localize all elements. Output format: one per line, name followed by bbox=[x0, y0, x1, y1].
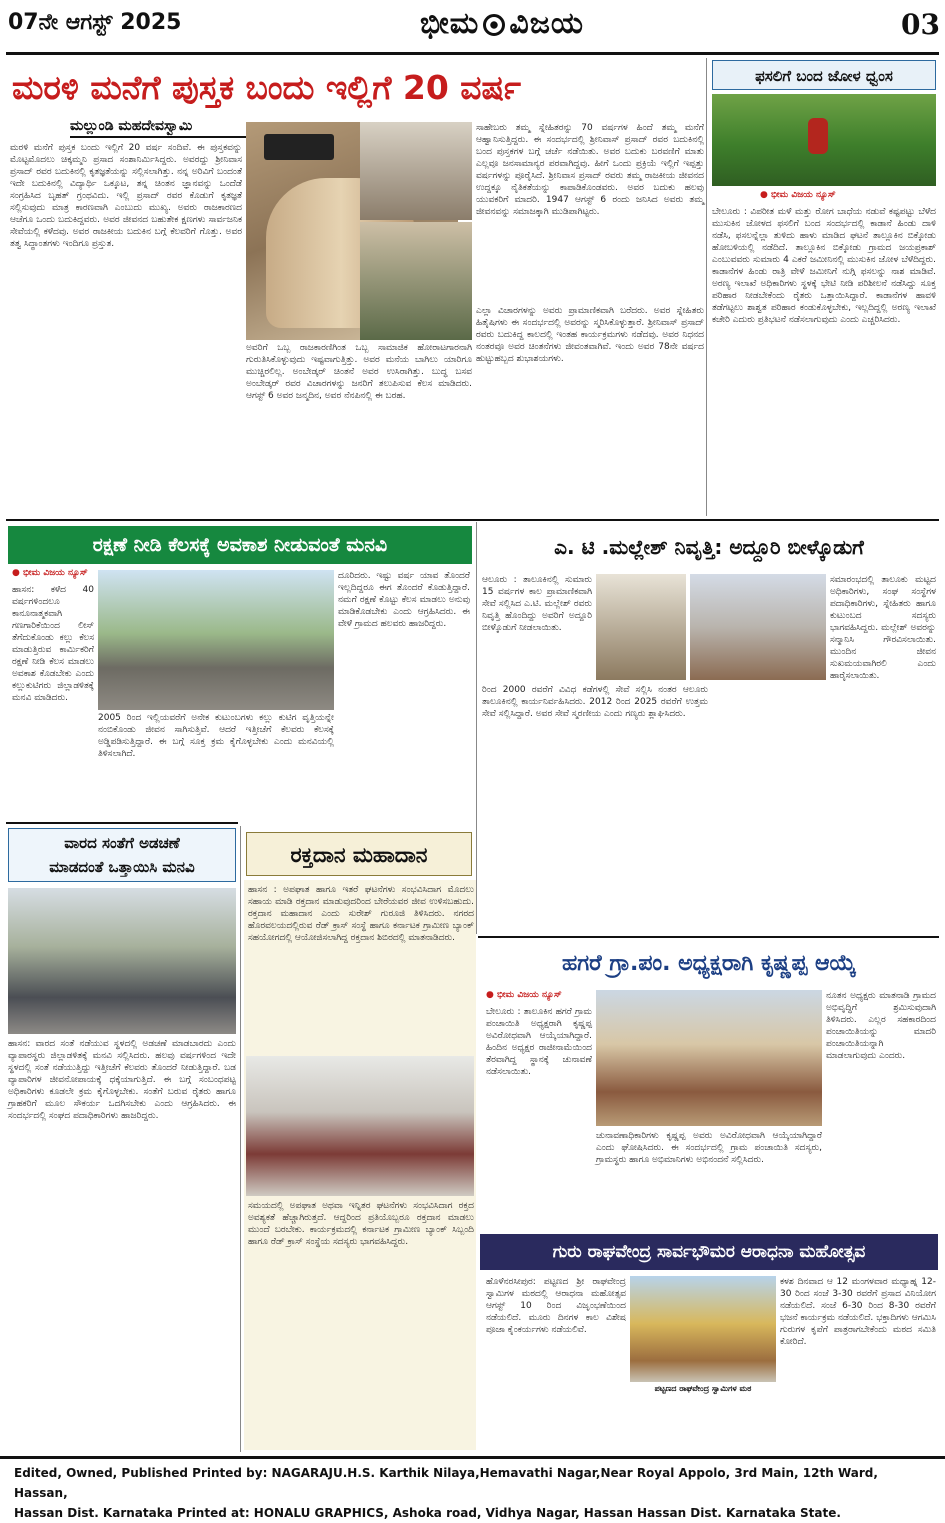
main-col-3: ಅವರಿಗೆ ಒಬ್ಬ ರಾಜಕಾರಣಿಗಿಂತ ಒಬ್ಬ ಸಾಮಾಜಿಕ ಹೋರಾಟಗಾರನಾಗಿ ಗುರುತಿಸಿಕೊಳ್ಳುವುದು ಇಷ್ಟವಾಗುತ್ತಿತ್ತು. ಅವರ ಮನೆಯ ಬಾಗಿಲು ಯಾರಿಗೂ ಮುಚ್ಚಿರಲಿಲ್ಲ. ಅಂಬೇಡ್ಕರ್ ಚಿಂತನೆ ಅವರ ಉಸಿರಾಗಿತ್ತು. ಬುದ್ಧ ಬಸವ ಅಂಬೇಡ್ಕರ್ ರವರ ವಿಚಾರಗಳನ್ನು ಜನರಿಗೆ ತಲುಪಿಸುವ ಕೆಲಸ ಮಾಡಿದರು. ಆಗಸ್ಟ್ 6 ಅವರ ಜನ್ಮದಿನ, ಅವರ ನೆನಪಿನಲ್ಲಿ ಈ ಬರಹ. bbox=[246, 343, 472, 401]
masthead-rule bbox=[6, 52, 939, 55]
logo-text-right: ವಿಜಯ bbox=[509, 6, 584, 41]
hagare-col-3: ನೂತನ ಅಧ್ಯಕ್ಷರು ಮಾತನಾಡಿ ಗ್ರಾಮದ ಅಭಿವೃದ್ಧಿಗೆ ಶ್ರಮಿಸುವುದಾಗಿ ತಿಳಿಸಿದರು. ಎಲ್ಲರ ಸಹಕಾರದಿಂದ ಪಂಚಾಯಿತಿಯನ್ನು ಮಾದರಿ ಪಂಚಾಯಿತಿಯನ್ನಾಗಿ ಮಾಡಲಾಗುವುದು ಎಂದರು. bbox=[826, 991, 936, 1061]
main-headline: ಮರಳಿ ಮನೆಗೆ ಪುಸ್ತಕ ಬಂದು ಇಲ್ಲಿಗೆ 20 ವರ್ಷ bbox=[12, 68, 522, 107]
retirement-col-2: ರಿಂದ 2000 ರವರೆಗೆ ವಿವಿಧ ಕಡೆಗಳಲ್ಲಿ ಸೇವೆ ಸಲ್ಲಿಸಿ ನಂತರ ಆಲೂರು ತಾಲೂಕಿನಲ್ಲಿ ಕಾರ್ಯನಿರ್ವಹಿಸಿದರು. 2012 ರಿಂದ 2025 ರವರೆಗೆ ಉತ್ತಮ ಸೇವೆ ಸಲ್ಲಿಸಿದ್ದಾರೆ. ಅವರ ಸೇವೆ ಸ್ಮರಣೀಯ ಎಂದು ಗಣ್ಯರು ಶ್ಲಾಘಿಸಿದರು. bbox=[482, 685, 708, 719]
corn-byline: ● ಭೀಮ ವಿಜಯ ನ್ಯೂಸ್ bbox=[760, 190, 930, 204]
imprint-footer bbox=[0, 1456, 945, 1520]
corn-text: ಬೇಲೂರು : ವಿಪರೀತ ಮಳೆ ಮತ್ತು ರೋಗ ಬಾಧೆಯ ನಡುವೆ ಕಷ್ಟಪಟ್ಟು ಬೆಳೆದ ಮುಸುಕಿನ ಜೋಳದ ಫಸಲಿಗೆ ಬಂದ ಸಂದರ್ಭದಲ್ಲಿ ಕಾಡಾನೆ ಹಿಂಡು ದಾಳಿ ನಡೆಸಿ, ಫಸಲನ್ನೆಲ್ಲಾ ತುಳಿದು ಹಾಳು ಮಾಡಿದ ಘಟನೆ ತಾಲ್ಲೂಕಿನ ಬಿಕ್ಕೋಡು ಹೋಬಳಿಯಲ್ಲಿ ನಡೆದಿದೆ. ತಾಲ್ಲೂಕಿನ ಬಿಕ್ಕೋಡು ಗ್ರಾಮದ ಜಯಪ್ರಕಾಶ್ ಎಂಬುವವರು ಸುಮಾರು 4 ಎಕರೆ ಜಮೀನಿನಲ್ಲಿ ಮುಸುಕಿನ ಜೋಳ ಬೆಳೆದಿದ್ದರು. ಕಾಡಾನೆಗಳ ಹಿಂಡು ರಾತ್ರಿ ವೇಳೆ ಜಮೀನಿಗೆ ನುಗ್ಗಿ ಫಸಲನ್ನು ನಾಶ ಮಾಡಿವೆ. ಅರಣ್ಯ ಇಲಾಖೆ ಅಧಿಕಾರಿಗಳು ಸ್ಥಳಕ್ಕೆ ಭೇಟಿ ನೀಡಿ ಪರಿಶೀಲನೆ ನಡೆಸಿದ್ದು ಸೂಕ್ತ ಪರಿಹಾರ ನೀಡಬೇಕೆಂದು ರೈತರು ಒತ್ತಾಯಿಸಿದ್ದಾರೆ. ಕಾಡಾನೆಗಳ ಹಾವಳಿ ತಡೆಗಟ್ಟಲು ಶಾಶ್ವತ ಪರಿಹಾರ ಕಂಡುಕೊಳ್ಳಬೇಕು, ಇಲ್ಲದಿದ್ದಲ್ಲಿ ಅರಣ್ಯ ಇಲಾಖೆ ಕಚೇರಿ ಎದುರು ಪ್ರತಿಭಟನೆ ನಡೆಸಲಾಗುವುದು ಎಂದು ಎಚ್ಚರಿಸಿದರು. bbox=[712, 207, 936, 325]
issue-date: 07ನೇ ಆಗಸ್ಟ್ 2025 bbox=[8, 10, 182, 35]
guru-col-1: ಹೊಳೆನರಸೀಪುರ: ಪಟ್ಟಣದ ಶ್ರೀ ರಾಘವೇಂದ್ರ ಸ್ವಾಮಿಗಳ ಮಠದಲ್ಲಿ ಆರಾಧನಾ ಮಹೋತ್ಸವ ಆಗಸ್ಟ್ 10 ರಿಂದ ವಿಜೃಂಭಣೆಯಿಂದ ನಡೆಯಲಿದೆ. ಮೂರು ದಿನಗಳ ಕಾಲ ವಿಶೇಷ ಪೂಜಾ ಕೈಂಕರ್ಯಗಳು ನಡೆಯಲಿವೆ. bbox=[486, 1277, 626, 1335]
market-vendors-photo bbox=[8, 888, 236, 1034]
logo-text-left: ಭೀಮ bbox=[420, 6, 480, 41]
market-text: ಹಾಸನ: ವಾರದ ಸಂತೆ ನಡೆಯುವ ಸ್ಥಳದಲ್ಲಿ ಅಡಚಣೆ ಮಾಡಬಾರದು ಎಂದು ವ್ಯಾಪಾರಸ್ಥರು ಜಿಲ್ಲಾಡಳಿತಕ್ಕೆ ಮನವಿ ಸಲ್ಲಿಸಿದರು. ಹಲವು ವರ್ಷಗಳಿಂದ ಇದೇ ಸ್ಥಳದಲ್ಲಿ ಸಂತೆ ನಡೆಯುತ್ತಿದ್ದು ಇತ್ತೀಚೆಗೆ ಕೆಲವರು ತೊಂದರೆ ನೀಡುತ್ತಿದ್ದಾರೆ. ಬಡ ವ್ಯಾಪಾರಿಗಳ ಜೀವನೋಪಾಯಕ್ಕೆ ಧಕ್ಕೆಯಾಗುತ್ತಿದೆ. ಈ ಬಗ್ಗೆ ಸಂಬಂಧಪಟ್ಟ ಅಧಿಕಾರಿಗಳು ಕೂಡಲೇ ಕ್ರಮ ಕೈಗೊಳ್ಳಬೇಕು. ಸಂತೆಗೆ ಬರುವ ರೈತರು ಹಾಗೂ ಗ್ರಾಹಕರಿಗೆ ಮೂಲ ಸೌಕರ್ಯ ಒದಗಿಸಬೇಕು ಎಂದು ಆಗ್ರಹಿಸಿದರು. ಈ ಸಂದರ್ಭದಲ್ಲಿ ಸಂಘದ ಪದಾಧಿಕಾರಿಗಳು ಹಾಜರಿದ್ದರು. bbox=[8, 1039, 236, 1121]
newspaper-logo bbox=[372, 6, 632, 50]
photo-label-plate bbox=[264, 134, 334, 160]
meeting-photo-2 bbox=[360, 222, 472, 340]
temple-photo bbox=[630, 1276, 776, 1382]
meeting-photo-1 bbox=[360, 122, 472, 220]
guru-col-2: ಕಳಶ ದಿನವಾದ ಆ 12 ಮಂಗಳವಾರ ಮಧ್ಯಾಹ್ನ 12-30 ರಿಂದ ಸಂಜೆ 3-30 ರವರೆಗೆ ಪ್ರಸಾದ ವಿನಿಯೋಗ ನಡೆಯಲಿದೆ. ಸಂಜೆ 6-30 ರಿಂದ 8-30 ರವರೆಗೆ ಭಜನೆ ಕಾರ್ಯಕ್ರಮ ನಡೆಯಲಿದೆ. ಭಕ್ತಾದಿಗಳು ಆಗಮಿಸಿ ಗುರುಗಳ ಕೃಪೆಗೆ ಪಾತ್ರರಾಗಬೇಕೆಂದು ಮಠದ ಸಮಿತಿ ಕೋರಿದೆ. bbox=[780, 1277, 936, 1347]
corn-headline: ಫಸಲಿಗೆ ಬಂದ ಜೋಳ ಧ್ವಂಸ bbox=[712, 60, 936, 90]
hagare-headline: ಹಗರೆ ಗ್ರಾ.ಪಂ. ಅಧ್ಯಕ್ಷರಾಗಿ ಕೃಷ್ಣಪ್ಪ ಆಯ್ಕೆ bbox=[562, 951, 856, 976]
market-headline bbox=[8, 828, 236, 882]
imprint-line-2: Hassan Dist. Karnataka Printed at: HONALU GRAPHICS, Ashoka road, Vidhya Nagar, Hassan Hassan Dist. Karnataka State. bbox=[14, 1506, 841, 1520]
protection-byline: ● ಭೀಮ ವಿಜಯ ನ್ಯೂಸ್ bbox=[12, 568, 102, 582]
guru-headline: ಗುರು ರಾಘವೇಂದ್ರ ಸಾರ್ವಭೌಮರ ಆರಾಧನಾ ಮಹೋತ್ಸವ bbox=[480, 1234, 938, 1270]
protection-col-1: ಹಾಸನ: ಕಳೆದ 40 ವರ್ಷಗಳಿಂದಲೂ ಕಾನೂನಾತ್ಮಕವಾಗಿ ಗಣಗಾರಿಕೆಯಿಂದ ಲೀಸ್ ತೆಗೆದುಕೊಂಡು ಕಲ್ಲು ಕೆಲಸ ಮಾಡುತ್ತಿರುವ ಕಾರ್ಮಿಕರಿಗೆ ರಕ್ಷಣೆ ನೀಡಿ ಕೆಲಸ ಮಾಡಲು ಅವಕಾಶ ಕೊಡಬೇಕು ಎಂದು ಕಲ್ಲುಕುಟಿಗರು ಜಿಲ್ಲಾಡಳಿತಕ್ಕೆ ಮನವಿ ಮಾಡಿದರು. bbox=[12, 585, 94, 703]
main-col-4: ಎಲ್ಲಾ ವಿಚಾರಗಳನ್ನು ಅವರು ಪ್ರಾಮಾಣಿಕವಾಗಿ ಬರೆದರು. ಅವರ ಸ್ನೇಹಿತರು ಹಿತೈಷಿಗಳು ಈ ಸಂದರ್ಭದಲ್ಲಿ ಅವರನ್ನು ಸ್ಮರಿಸಿಕೊಳ್ಳುತ್ತಾರೆ. ಶ್ರೀನಿವಾಸ್ ಪ್ರಸಾದ್ ರವರು ಬದುಕಿದ್ದ ಕಾಲದಲ್ಲಿ ಇಂತಹ ಕಾರ್ಯಕ್ರಮಗಳು ನಡೆದವು. ಅವರ ನಿಧನದ ನಂತರವೂ ಅವರ ಚಿಂತನೆಗಳು ಜೀವಂತವಾಗಿವೆ. ಇಂದು ಅವರ 78ನೇ ವರ್ಷದ ಹುಟ್ಟುಹಬ್ಬದ ಶುಭಾಶಯಗಳು. bbox=[476, 306, 704, 364]
protection-col-3: ದೂರಿದರು. ಇಷ್ಟು ವರ್ಷ ಯಾವ ತೊಂದರೆ ಇಲ್ಲದಿದ್ದರೂ ಈಗ ತೊಂದರೆ ಕೊಡುತ್ತಿದ್ದಾರೆ. ನಮಗೆ ರಕ್ಷಣೆ ಕೊಟ್ಟು ಕೆಲಸ ಮಾಡಲು ಅನುವು ಮಾಡಿಕೊಡಬೇಕು ಎಂದು ಆಗ್ರಹಿಸಿದರು. ಈ ವೇಳೆ ಗ್ರಾಮದ ಹಲವರು ಹಾಜರಿದ್ದರು. bbox=[338, 571, 470, 629]
temple-photo-caption: ಪಟ್ಟಣದ ರಾಘವೇಂದ್ರ ಸ್ವಾಮಿಗಳ ಮಠ bbox=[654, 1384, 752, 1393]
imprint-line-1: Edited, Owned, Published Printed by: NAGARAJU.H.S. Karthik Nilaya,Hemavathi Nagar,Near Royal Appolo, 3rd Main, 12th Ward, Hassan, bbox=[14, 1466, 878, 1500]
stone-workers-photo bbox=[98, 570, 334, 710]
hagare-col-1: ಬೇಲೂರು : ತಾಲೂಕಿನ ಹಗರೆ ಗ್ರಾಮ ಪಂಚಾಯಿತಿ ಅಧ್ಯಕ್ಷರಾಗಿ ಕೃಷ್ಣಪ್ಪ ಅವಿರೋಧವಾಗಿ ಆಯ್ಕೆಯಾಗಿದ್ದಾರೆ. ಹಿಂದಿನ ಅಧ್ಯಕ್ಷರ ರಾಜೀನಾಮೆಯಿಂದ ತೆರವಾಗಿದ್ದ ಸ್ಥಾನಕ್ಕೆ ಚುನಾವಣೆ ನಡೆಸಲಾಯಿತು. bbox=[486, 1007, 592, 1077]
felicitation-photo bbox=[690, 574, 826, 680]
blood-text-2: ಸಮಯದಲ್ಲಿ ಅಪಘಾತ ಅಥವಾ ಇನ್ನಿತರ ಘಟನೆಗಳು ಸಂಭವಿಸಿದಾಗ ರಕ್ತದ ಅವಶ್ಯಕತೆ ಹೆಚ್ಚಾಗಿರುತ್ತದೆ. ಆದ್ದರಿಂದ ಪ್ರತಿಯೊಬ್ಬರೂ ರಕ್ತದಾನ ಮಾಡಲು ಮುಂದೆ ಬರಬೇಕು. ಕಾರ್ಯಕ್ರಮದಲ್ಲಿ ಕರ್ನಾಟಕ ಗ್ರಾಮೀಣ ಬ್ಯಾಂಕ್ ಸಿಬ್ಬಂದಿ ಹಾಗೂ ರೆಡ್ ಕ್ರಾಸ್ ಸಂಸ್ಥೆಯ ಸದಸ್ಯರು ಭಾಗವಹಿಸಿದ್ದರು. bbox=[248, 1201, 474, 1247]
retirement-col-3: ಸಮಾರಂಭದಲ್ಲಿ ತಾಲೂಕು ಮಟ್ಟದ ಅಧಿಕಾರಿಗಳು, ಸಂಘ ಸಂಸ್ಥೆಗಳ ಪದಾಧಿಕಾರಿಗಳು, ಸ್ನೇಹಿತರು ಹಾಗೂ ಕುಟುಂಬದ ಸದಸ್ಯರು ಭಾಗವಹಿಸಿದ್ದರು. ಮಲ್ಲೇಶ್ ಅವರನ್ನು ಸನ್ಮಾನಿಸಿ ಗೌರವಿಸಲಾಯಿತು. ಮುಂದಿನ ಜೀವನ ಸುಖಮಯವಾಗಿರಲಿ ಎಂದು ಹಾರೈಸಲಾಯಿತು. bbox=[830, 575, 936, 681]
market-headline-line2: ಮಾಡದಂತೆ ಒತ್ತಾಯಿಸಿ ಮನವಿ bbox=[49, 858, 195, 876]
market-headline-line1: ವಾರದ ಸಂತೆಗೆ ಅಡಚಣೆ bbox=[64, 834, 180, 852]
hagare-byline: ● ಭೀಮ ವಿಜಯ ನ್ಯೂಸ್ bbox=[486, 990, 606, 1004]
retirement-col-1: ಆಲೂರು : ತಾಲೂಕಿನಲ್ಲಿ ಸುಮಾರು 15 ವರ್ಷಗಳ ಕಾಲ ಪ್ರಾಮಾಣಿಕವಾಗಿ ಸೇವೆ ಸಲ್ಲಿಸಿದ ಎ.ಟಿ. ಮಲ್ಲೇಶ್ ರವರು ನಿವೃತ್ತಿ ಹೊಂದಿದ್ದು ಅವರಿಗೆ ಅದ್ದೂರಿ ಬೀಳ್ಕೊಡುಗೆ ನೀಡಲಾಯಿತು. bbox=[482, 575, 592, 633]
main-col-2: ಸಾಹೇಬರು ತಮ್ಮ ಸ್ನೇಹಿತರನ್ನು 70 ವರ್ಷಗಳ ಹಿಂದೆ ತಮ್ಮ ಮನೆಗೆ ಆಹ್ವಾನಿಸುತ್ತಿದ್ದರು. ಈ ಸಂದರ್ಭದಲ್ಲಿ ಶ್ರೀನಿವಾಸ್ ಪ್ರಸಾದ್ ರವರ ಬದುಕಿನಲ್ಲಿ ಬಂದ ಪುಸ್ತಕಗಳ ಬಗ್ಗೆ ಚರ್ಚೆ ನಡೆಯಿತು. ಅವರ ಬದುಕು ಬರವಣಿಗೆ ಮಾತು ಎಲ್ಲವೂ ಜನಸಾಮಾನ್ಯರ ಪರವಾಗಿದ್ದವು. ಹೀಗೆ ಒಂದು ಪ್ರಕ್ರಿಯೆ ಇಲ್ಲಿಗೆ ಇಪ್ಪತ್ತು ವರ್ಷಗಳನ್ನು ಪೂರೈಸಿದೆ. ಶ್ರೀನಿವಾಸ ಪ್ರಸಾದ್ ರವರು ತಮ್ಮ ರಾಜಕೀಯ ಜೀವನದ ಉದ್ದಕ್ಕೂ ನೈತಿಕತೆಯನ್ನು ಕಾಪಾಡಿಕೊಂಡವರು. ಅವರ ಬದುಕು ಹಲವು ಯುವಕರಿಗೆ ಮಾದರಿ. 1947 ಆಗಸ್ಟ್ 6 ರಂದು ಜನಿಸಿದ ಅವರು ತಮ್ಮ ಜೀವನವನ್ನು ಸಮಾಜಕ್ಕಾಗಿ ಮುಡಿಪಾಗಿಟ್ಟರು. bbox=[476, 123, 704, 217]
blood-camp-photo bbox=[246, 1056, 474, 1196]
main-col-1: ಮರಳಿ ಮನೆಗೆ ಪುಸ್ತಕ ಬಂದು ಇಲ್ಲಿಗೆ 20 ವರ್ಷ ಸಂದಿವೆ. ಈ ಪುಸ್ತಕವನ್ನು ಮೊಟ್ಟಮೊದಲು ಚಿಕ್ಕಮ್ಮನಿ ಪ್ರಸಾದ ಸಂಶಾನಿರ್ಮಿಸಿದ್ದರು. ಅವರದ್ದು ಶ್ರೀನಿವಾಸ ಪ್ರಸಾದ್ ರವರ ಬದುಕಿನಲ್ಲಿ ಕೃತಜ್ಞತೆಯನ್ನು ಸಲ್ಲಿಸಲಾಗಿತ್ತು. ನನ್ನ ಅರಿವಿಗೆ ಬಂದಂತೆ ಇದೇ ಬದುಕಿನಲ್ಲಿ ವಿದ್ಯಾರ್ಥಿ ಒಕ್ಕೂಟ, ತನ್ನ ಚಿಂತನ ಜ್ಞಾನವನ್ನು ಒಂದೆಡೆ ಸಂಗ್ರಹಿಸಿದ ಬೃಹತ್ ಗ್ರಂಥವಿದು. ಇಲ್ಲಿ ಪ್ರಸಾದ್ ರವರ ಕೊಡುಗೆ ಕೃತಜ್ಞತೆ ಸಲ್ಲಿಸುವುದು ಮಾತ್ರ ಕಾರಣವಾಗಿ ಎಂಬುದು ಮುಖ್ಯ. ಅವರು ರಾಜಕಾರಣದ ಆಚೆಗೂ ಒಂದು ಬದುಕಿದ್ದವರು. ಅವರ ಜೀವನದ ಬಹುತೇಕ ಕ್ಷಣಗಳು ಸಾರ್ವಜನಿಕ ಸೇವೆಯಲ್ಲಿ ಕಳೆದವು. ಅವರ ರಾಜಕೀಯ ಬದುಕಿನ ಬಗ್ಗೆ ಕೆಲವರಿಗೆ ಗೊತ್ತು. ಅವರ ತತ್ವ ಸಿದ್ಧಾಂತಗಳು ಇಂದಿಗೂ ಪ್ರಸ್ತುತ. bbox=[10, 143, 242, 249]
hagare-col-2: ಚುನಾವಣಾಧಿಕಾರಿಗಳು ಕೃಷ್ಣಪ್ಪ ಅವರು ಅವಿರೋಧವಾಗಿ ಆಯ್ಕೆಯಾಗಿದ್ದಾರೆ ಎಂದು ಘೋಷಿಸಿದರು. ಈ ಸಂದರ್ಭದಲ್ಲಿ ಗ್ರಾಮ ಪಂಚಾಯಿತಿ ಸದಸ್ಯರು, ಗ್ರಾಮಸ್ಥರು ಹಾಗೂ ಅಭಿಮಾನಿಗಳು ಅಭಿನಂದನೆ ಸಲ್ಲಿಸಿದರು. bbox=[596, 1131, 822, 1165]
retirement-headline: ಎ. ಟಿ .ಮಲ್ಲೇಶ್ ನಿವೃತ್ತಿ: ಅದ್ದೂರಿ ಬೀಳ್ಕೊಡುಗೆ bbox=[554, 535, 864, 559]
protection-col-2: 2005 ರಿಂದ ಇಲ್ಲಿಯವರೆಗೆ ಅನೇಕ ಕುಟುಂಬಗಳು ಕಲ್ಲು ಕುಟಿಗ ವೃತ್ತಿಯನ್ನೇ ನಂಬಿಕೊಂಡು ಜೀವನ ಸಾಗಿಸುತ್ತಿವೆ. ಆದರೆ ಇತ್ತೀಚೆಗೆ ಕೆಲವರು ಕೆಲಸಕ್ಕೆ ಅಡ್ಡಿಪಡಿಸುತ್ತಿದ್ದಾರೆ. ಈ ಬಗ್ಗೆ ಸೂಕ್ತ ಕ್ರಮ ಕೈಗೊಳ್ಳಬೇಕು ಎಂದು ಮನವಿಯಲ್ಲಿ ತಿಳಿಸಲಾಗಿದೆ. bbox=[98, 713, 334, 759]
main-author: ಮಲ್ಲುಂಡಿ ಮಹದೇವಸ್ವಾಮಿ bbox=[70, 118, 290, 138]
corn-field-photo bbox=[712, 94, 936, 186]
speaker-photo bbox=[596, 574, 686, 680]
hagare-group-photo bbox=[596, 990, 822, 1126]
sun-icon bbox=[483, 14, 505, 36]
protection-headline: ರಕ್ಷಣೆ ನೀಡಿ ಕೆಲಸಕ್ಕೆ ಅವಕಾಶ ನೀಡುವಂತೆ ಮನವಿ bbox=[8, 526, 472, 564]
page-number: 03 bbox=[901, 8, 940, 41]
blood-headline: ರಕ್ತದಾನ ಮಹಾದಾನ bbox=[246, 832, 472, 876]
blood-text-1: ಹಾಸನ : ಅಪಘಾತ ಹಾಗೂ ಇತರೆ ಘಟನೆಗಳು ಸಂಭವಿಸಿದಾಗ ಮೊದಲು ಸಹಾಯ ಮಾಡಿ ರಕ್ತದಾನ ಮಾಡುವುದರಿಂದ ಬೇರೆಯವರ ಜೀವ ಉಳಿಸಬಹುದು. ರಕ್ತದಾನ ಮಹಾದಾನ ಎಂದು ಸುರೇಶ್ ಗುರೂಜಿ ತಿಳಿಸಿದರು. ನಗರದ ಹೊರವಲಯದಲ್ಲಿರುವ ರೆಡ್ ಕ್ರಾಸ್ ಸಂಸ್ಥೆ ಹಾಗೂ ಕರ್ನಾಟಕ ಗ್ರಾಮೀಣ ಬ್ಯಾಂಕ್ ಸಹಯೋಗದಲ್ಲಿ ಆಯೋಜಿಸಲಾಗಿದ್ದ ರಕ್ತದಾನ ಶಿಬಿರದಲ್ಲಿ ಮಾತನಾಡಿದರು. bbox=[248, 885, 474, 943]
